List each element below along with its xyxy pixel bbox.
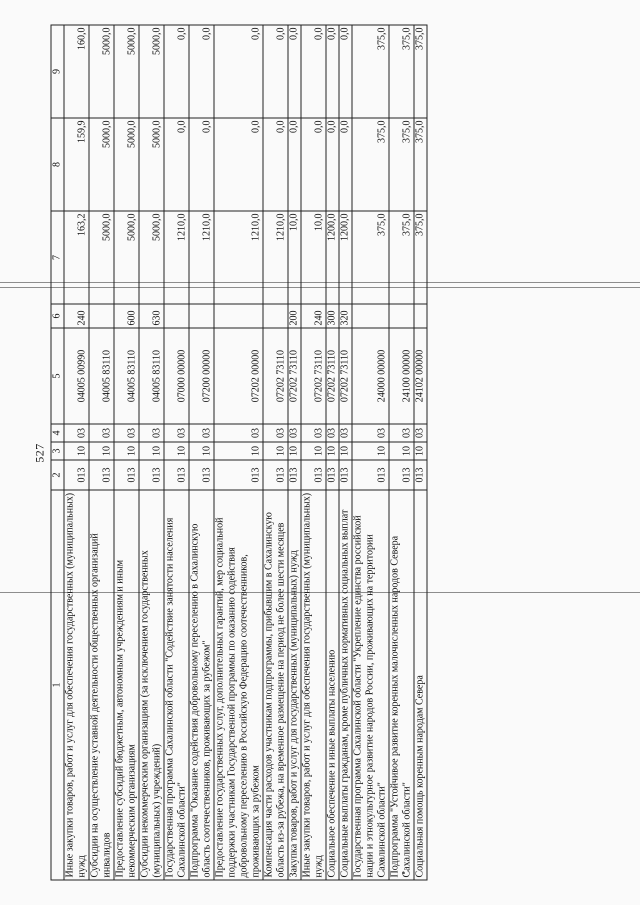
amount-cell: 1200,0 bbox=[326, 211, 339, 304]
description-cell: Государственная программа Сахалинской области "Укрепление единства российской нации и этнокультурное развитие народов России, проживающих на территории Сахалинской области" bbox=[352, 490, 389, 880]
subsection-cell: 03 bbox=[288, 424, 301, 442]
subsection-cell: 03 bbox=[164, 424, 189, 442]
description-cell: Социальная помощь коренным народам Севера bbox=[414, 490, 427, 880]
subsection-cell: 03 bbox=[339, 424, 352, 442]
grbs-code-cell: 013 bbox=[114, 460, 139, 490]
header-row bbox=[51, 25, 64, 880]
amount-cell: 0,0 bbox=[164, 118, 189, 211]
expense-type-cell: 240 bbox=[301, 304, 326, 328]
table-row bbox=[301, 25, 326, 880]
grbs-code-cell: 013 bbox=[89, 460, 114, 490]
expense-type-cell bbox=[214, 304, 263, 328]
subsection-cell: 03 bbox=[326, 424, 339, 442]
amount-cell: 0,0 bbox=[326, 118, 339, 211]
section-cell: 10 bbox=[352, 442, 389, 460]
section-cell: 10 bbox=[89, 442, 114, 460]
amount-cell: 163,2 bbox=[64, 211, 89, 304]
target-article-cell: 04005 83110 bbox=[89, 328, 114, 424]
target-article-cell: 04005 83110 bbox=[114, 328, 139, 424]
expense-type-cell bbox=[164, 304, 189, 328]
amount-cell: 159,9 bbox=[64, 118, 89, 211]
grbs-code-cell: 013 bbox=[139, 460, 164, 490]
amount-cell: 10,0 bbox=[301, 211, 326, 304]
subsection-cell: 03 bbox=[263, 424, 288, 442]
amount-cell: 10,0 bbox=[288, 211, 301, 304]
description-cell: Субсидии на осуществление уставной деятельности общественных организаций инвалидов bbox=[89, 490, 114, 880]
section-cell: 10 bbox=[326, 442, 339, 460]
table-row bbox=[89, 25, 114, 880]
expense-type-cell bbox=[89, 304, 114, 328]
amount-cell: 375,0 bbox=[414, 118, 427, 211]
amount-cell: 1210,0 bbox=[164, 211, 189, 304]
rotated-sheet bbox=[33, 25, 608, 880]
header-cell: 5 bbox=[51, 328, 64, 424]
header-cell: 4 bbox=[51, 424, 64, 442]
amount-cell: 0,0 bbox=[263, 25, 288, 118]
table-row bbox=[139, 25, 164, 880]
expense-type-cell: 630 bbox=[139, 304, 164, 328]
description-cell: Подпрограмма "Оказание содействия добровольному переселению в Сахалинскую область соотечественников, проживающих за рубежом" bbox=[189, 490, 214, 880]
target-article-cell: 07200 00000 bbox=[189, 328, 214, 424]
subsection-cell: 03 bbox=[64, 424, 89, 442]
description-cell: Субсидии некоммерческим организациям (за исключением государственных (муниципальных) учреждений) bbox=[139, 490, 164, 880]
target-article-cell: 07202 73110 bbox=[288, 328, 301, 424]
amount-cell: 5000,0 bbox=[89, 118, 114, 211]
section-cell: 10 bbox=[114, 442, 139, 460]
amount-cell: 5000,0 bbox=[114, 25, 139, 118]
target-article-cell: 07202 00000 bbox=[214, 328, 263, 424]
description-cell: Социальное обеспечение и иные выплаты населению bbox=[326, 490, 339, 880]
amount-cell: 375,0 bbox=[414, 25, 427, 118]
amount-cell: 0,0 bbox=[214, 25, 263, 118]
header-cell: 9 bbox=[51, 25, 64, 118]
target-article-cell: 07202 73110 bbox=[263, 328, 288, 424]
header-cell: 3 bbox=[51, 442, 64, 460]
grbs-code-cell: 013 bbox=[301, 460, 326, 490]
description-cell: Иные закупки товаров, работ и услуг для обеспечения государственных (муниципальных) нужд bbox=[64, 490, 89, 880]
amount-cell: 0,0 bbox=[326, 25, 339, 118]
amount-cell: 375,0 bbox=[389, 211, 414, 304]
expense-type-cell bbox=[414, 304, 427, 328]
amount-cell: 375,0 bbox=[389, 25, 414, 118]
target-article-cell: 07202 73110 bbox=[326, 328, 339, 424]
description-cell: Государственная программа Сахалинской области "Содействие занятости населения Сахалинской области" bbox=[164, 490, 189, 880]
grbs-code-cell: 013 bbox=[164, 460, 189, 490]
section-cell: 10 bbox=[414, 442, 427, 460]
amount-cell: 0,0 bbox=[189, 25, 214, 118]
table-row bbox=[288, 25, 301, 880]
expense-type-cell bbox=[189, 304, 214, 328]
description-cell: Социальные выплаты гражданам, кроме публичных нормативных социальных выплат bbox=[339, 490, 352, 880]
table-body bbox=[64, 25, 427, 880]
header-cell: 7 bbox=[51, 211, 64, 304]
amount-cell: 5000,0 bbox=[139, 118, 164, 211]
amount-cell: 0,0 bbox=[288, 118, 301, 211]
table-row bbox=[114, 25, 139, 880]
expense-type-cell bbox=[352, 304, 389, 328]
subsection-cell: 03 bbox=[352, 424, 389, 442]
section-cell: 10 bbox=[139, 442, 164, 460]
subsection-cell: 03 bbox=[189, 424, 214, 442]
subsection-cell: 03 bbox=[301, 424, 326, 442]
expense-type-cell: 300 bbox=[326, 304, 339, 328]
amount-cell: 160,0 bbox=[64, 25, 89, 118]
subsection-cell: 03 bbox=[114, 424, 139, 442]
amount-cell: 5000,0 bbox=[114, 118, 139, 211]
budget-table bbox=[51, 24, 428, 880]
section-cell: 10 bbox=[301, 442, 326, 460]
target-article-cell: 24000 00000 bbox=[352, 328, 389, 424]
subsection-cell: 03 bbox=[414, 424, 427, 442]
table-row bbox=[339, 25, 352, 880]
table-row bbox=[414, 25, 427, 880]
table-row bbox=[263, 25, 288, 880]
expense-type-cell bbox=[389, 304, 414, 328]
amount-cell: 0,0 bbox=[214, 118, 263, 211]
amount-cell: 0,0 bbox=[339, 118, 352, 211]
header-cell: 8 bbox=[51, 118, 64, 211]
page-number: 527 bbox=[32, 442, 47, 463]
amount-cell: 0,0 bbox=[301, 118, 326, 211]
amount-cell: 0,0 bbox=[263, 118, 288, 211]
amount-cell: 375,0 bbox=[389, 118, 414, 211]
amount-cell: 1200,0 bbox=[339, 211, 352, 304]
amount-cell: 5000,0 bbox=[114, 211, 139, 304]
table-row bbox=[389, 25, 414, 880]
description-cell: Закупка товаров, работ и услуг для государственных (муниципальных) нужд bbox=[288, 490, 301, 880]
header-cell: 6 bbox=[51, 304, 64, 328]
section-cell: 10 bbox=[164, 442, 189, 460]
description-cell: Предоставление субсидий бюджетным, автономным учреждениям и иным некоммерческим организациям bbox=[114, 490, 139, 880]
amount-cell: 5000,0 bbox=[89, 211, 114, 304]
amount-cell: 1210,0 bbox=[189, 211, 214, 304]
amount-cell: 5000,0 bbox=[89, 25, 114, 118]
amount-cell: 0,0 bbox=[301, 25, 326, 118]
section-cell: 10 bbox=[288, 442, 301, 460]
grbs-code-cell: 013 bbox=[389, 460, 414, 490]
grbs-code-cell: 013 bbox=[64, 460, 89, 490]
header-cell: 1 bbox=[51, 490, 64, 880]
expense-type-cell: 600 bbox=[114, 304, 139, 328]
target-article-cell: 24100 00000 bbox=[389, 328, 414, 424]
grbs-code-cell: 013 bbox=[288, 460, 301, 490]
target-article-cell: 04005 00990 bbox=[64, 328, 89, 424]
target-article-cell: 24102 00000 bbox=[414, 328, 427, 424]
amount-cell: 5000,0 bbox=[139, 211, 164, 304]
amount-cell: 0,0 bbox=[189, 118, 214, 211]
table-row bbox=[189, 25, 214, 880]
target-article-cell: 04005 83110 bbox=[139, 328, 164, 424]
section-cell: 10 bbox=[64, 442, 89, 460]
description-cell: Предоставление государственных услуг, дополнительных гарантий, мер социальной поддержки участникам Государственной программы по оказанию содействия добровольному переселению в Российскую Федерацию соотечественников, проживающих за рубежом bbox=[214, 490, 263, 880]
amount-cell: 375,0 bbox=[414, 211, 427, 304]
amount-cell: 375,0 bbox=[352, 118, 389, 211]
grbs-code-cell: 013 bbox=[263, 460, 288, 490]
expense-type-cell bbox=[263, 304, 288, 328]
amount-cell: 375,0 bbox=[352, 211, 389, 304]
description-cell: Подпрограмма "Устойчивое развитие коренных малочисленных народов Севера Сахалинской области" bbox=[389, 490, 414, 880]
section-cell: 10 bbox=[339, 442, 352, 460]
expense-type-cell: 320 bbox=[339, 304, 352, 328]
section-cell: 10 bbox=[263, 442, 288, 460]
grbs-code-cell: 013 bbox=[189, 460, 214, 490]
subsection-cell: 03 bbox=[89, 424, 114, 442]
table-row bbox=[326, 25, 339, 880]
amount-cell: 1210,0 bbox=[214, 211, 263, 304]
grbs-code-cell: 013 bbox=[352, 460, 389, 490]
amount-cell: 5000,0 bbox=[139, 25, 164, 118]
expense-type-cell: 200 bbox=[288, 304, 301, 328]
section-cell: 10 bbox=[389, 442, 414, 460]
grbs-code-cell: 013 bbox=[214, 460, 263, 490]
description-cell: Компенсация части расходов участникам подпрограммы, прибывшим в Сахалинскую область из-за рубежа, на временное размещение на период не более шести месяцев bbox=[263, 490, 288, 880]
table-row bbox=[214, 25, 263, 880]
subsection-cell: 03 bbox=[139, 424, 164, 442]
target-article-cell: 07202 73110 bbox=[339, 328, 352, 424]
expense-type-cell: 240 bbox=[64, 304, 89, 328]
section-cell: 10 bbox=[189, 442, 214, 460]
table-row bbox=[64, 25, 89, 880]
section-cell: 10 bbox=[214, 442, 263, 460]
target-article-cell: 07000 00000 bbox=[164, 328, 189, 424]
grbs-code-cell: 013 bbox=[326, 460, 339, 490]
amount-cell: 375,0 bbox=[352, 25, 389, 118]
target-article-cell: 07202 73110 bbox=[301, 328, 326, 424]
subsection-cell: 03 bbox=[214, 424, 263, 442]
header-cell: 2 bbox=[51, 460, 64, 490]
description-cell: Иные закупки товаров, работ и услуг для обеспечения государственных (муниципальных) нужд bbox=[301, 490, 326, 880]
subsection-cell: 03 bbox=[389, 424, 414, 442]
grbs-code-cell: 013 bbox=[339, 460, 352, 490]
amount-cell: 0,0 bbox=[288, 25, 301, 118]
table-row bbox=[164, 25, 189, 880]
amount-cell: 1210,0 bbox=[263, 211, 288, 304]
grbs-code-cell: 013 bbox=[414, 460, 427, 490]
amount-cell: 0,0 bbox=[164, 25, 189, 118]
table-row bbox=[352, 25, 389, 880]
amount-cell: 0,0 bbox=[339, 25, 352, 118]
